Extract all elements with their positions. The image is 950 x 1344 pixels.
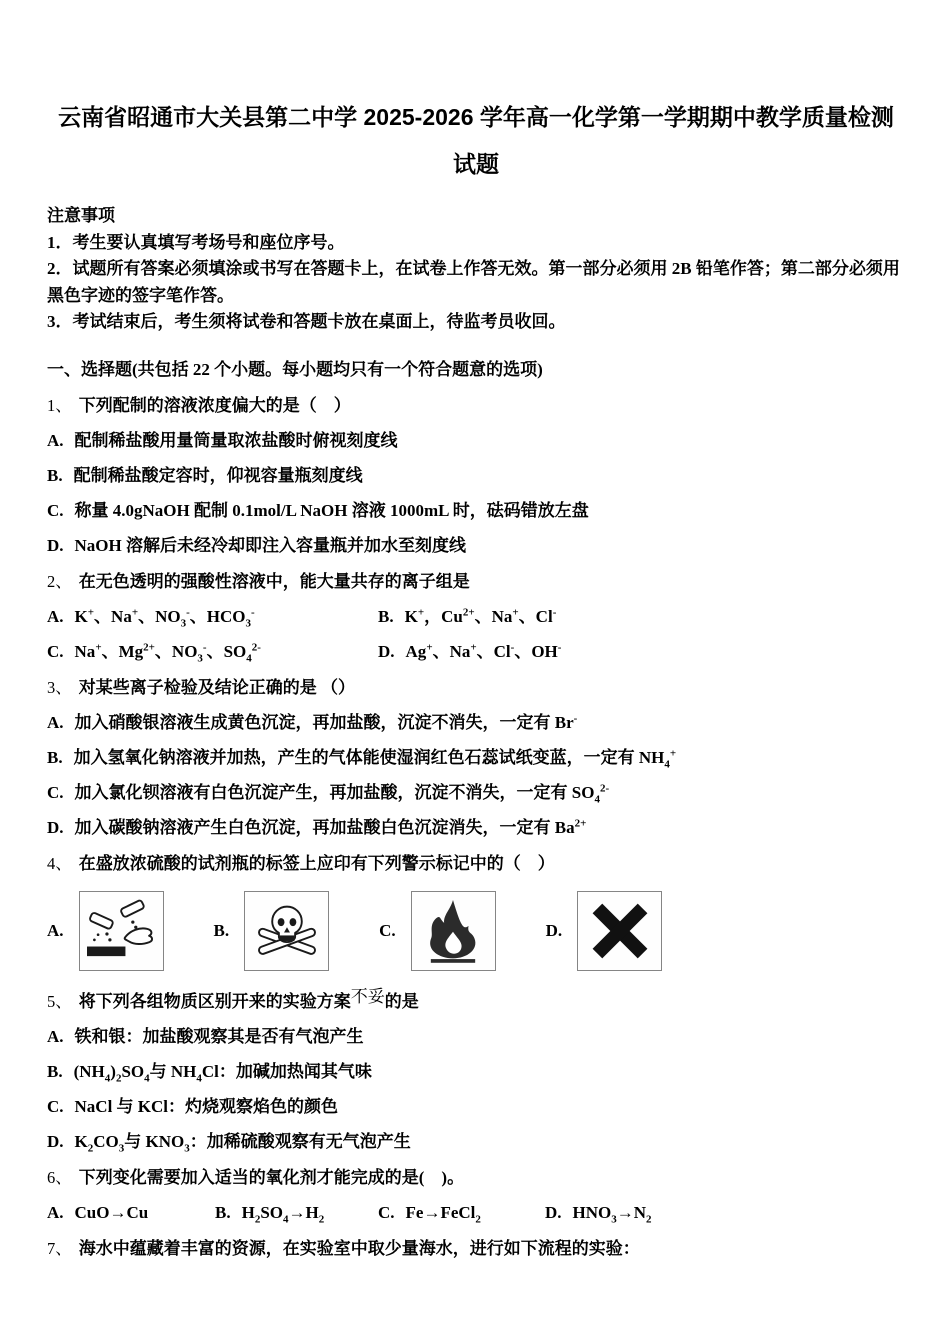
option-label: C. xyxy=(379,920,396,940)
option-text: 铁和银：加盐酸观察其是否有气泡产生 xyxy=(74,1026,364,1046)
option-pair-row xyxy=(47,627,905,662)
question-6 xyxy=(47,1167,905,1223)
corrosive-icon xyxy=(84,897,158,965)
question-5 xyxy=(47,986,905,1154)
option-label: C. xyxy=(47,1096,64,1116)
question-number: 1、 xyxy=(47,395,72,415)
question-number: 4、 xyxy=(47,853,72,873)
question-stem: 将下列各组物质区别开来的实验方案不妥的是 xyxy=(78,986,419,1011)
option-row xyxy=(47,500,905,521)
flammable-icon xyxy=(416,897,490,965)
option-text: NaCl 与 KCl：灼烧观察焰色的颜色 xyxy=(74,1096,339,1116)
option-row xyxy=(215,1202,378,1223)
warning-sign-d xyxy=(546,891,663,971)
option-label: B. xyxy=(47,465,63,485)
question-number: 2、 xyxy=(47,571,72,591)
warning-sign-b xyxy=(214,891,330,971)
option-row xyxy=(47,430,905,451)
option-text: $K_2CO_3$与 $KNO_3$：加稀硫酸观察有无气泡产生 xyxy=(74,1131,411,1154)
option-text: 加入氯化钡溶液有白色沉淀产生，再加盐酸，沉淀不消失，一定有 $SO_4^{2-}$ xyxy=(74,781,610,805)
option-row xyxy=(47,712,905,733)
option-row xyxy=(47,1202,215,1223)
notice-item: 3．考试结束后，考生须将试卷和答题卡放在桌面上，待监考员收回。 xyxy=(47,312,566,331)
option-label: C. xyxy=(47,641,64,661)
option-label: D. xyxy=(47,535,64,555)
question-stem: 下列配制的溶液浓度偏大的是（ ） xyxy=(78,395,351,415)
option-row xyxy=(47,1061,905,1082)
warning-sign-box xyxy=(411,891,496,971)
notice-heading: 注意事项 xyxy=(47,206,115,225)
question-number: 6、 xyxy=(47,1167,72,1187)
option-row xyxy=(47,817,905,838)
toxic-icon xyxy=(250,897,324,965)
section-header: 一、选择题(共包括 22 个小题。每小题均只有一个符合题意的选项) xyxy=(47,359,543,379)
option-text: Fe→FeCl$_2$ xyxy=(405,1202,481,1225)
option-text: $H_2SO_4\to H_2$ xyxy=(241,1202,325,1225)
option-text: 配制稀盐酸定容时，仰视容量瓶刻度线 xyxy=(73,465,363,485)
option-label: C. xyxy=(378,1202,395,1222)
option-label: B. xyxy=(47,1061,63,1081)
question-stem: 在无色透明的强酸性溶液中，能大量共存的离子组是 xyxy=(78,571,470,591)
option-text: 加入氢氧化钠溶液并加热，产生的气体能使湿润红色石蕊试纸变蓝，一定有 $NH_4^+$ xyxy=(73,746,677,770)
option-quad-row xyxy=(47,1188,905,1223)
question-stem: 海水中蕴藏着丰富的资源，在实验室中取少量海水，进行如下流程的实验： xyxy=(78,1238,640,1258)
option-row xyxy=(47,465,905,486)
harmful-icon xyxy=(582,896,658,966)
option-text: 称量 4.0gNaOH 配制 0.1mol/L NaOH 溶液 1000mL 时，砝码错放左盘 xyxy=(74,500,589,520)
option-text: 加入碳酸钠溶液产生白色沉淀，再加盐酸白色沉淀消失，一定有 $Ba^{2+}$ xyxy=(74,816,587,837)
warning-sign-box xyxy=(79,891,164,971)
option-label: A. xyxy=(47,712,64,732)
question-number: 7、 xyxy=(47,1238,72,1258)
option-text: 配制稀盐酸用量筒量取浓盐酸时俯视刻度线 xyxy=(74,430,398,450)
option-label: A. xyxy=(47,920,64,940)
option-row xyxy=(378,641,905,662)
option-text: $(NH_4)_2SO_4$与 $NH_4Cl$：加碱加热闻其气味 xyxy=(73,1061,372,1084)
option-text: CuO→Cu xyxy=(74,1202,149,1222)
option-label: C. xyxy=(47,782,64,802)
option-row xyxy=(47,641,378,662)
option-label: D. xyxy=(378,641,395,661)
option-label: B. xyxy=(378,606,394,626)
option-label: A. xyxy=(47,430,64,450)
option-row xyxy=(378,1202,545,1223)
option-label: D. xyxy=(545,920,563,940)
notice-item: 2．试题所有答案必须填涂或书写在答题卡上，在试卷上作答无效。第一部分必须用 2B 铅笔作答；第二部分必须用黑色字迹的签字笔作答。 xyxy=(47,259,900,305)
option-label: B. xyxy=(213,920,230,940)
option-row xyxy=(47,535,905,556)
option-label: A. xyxy=(47,606,64,626)
option-label: D. xyxy=(47,817,64,837)
option-label: D. xyxy=(545,1202,562,1222)
option-row xyxy=(47,782,905,803)
question-stem: 对某些离子检验及结论正确的是 （） xyxy=(78,677,355,697)
option-label: D. xyxy=(47,1131,64,1151)
warning-sign-a xyxy=(47,891,164,971)
option-label: A. xyxy=(47,1026,64,1046)
option-row xyxy=(47,606,378,627)
warning-sign-box xyxy=(577,891,662,971)
question-2 xyxy=(47,571,905,662)
option-label: B. xyxy=(47,747,63,767)
option-label: B. xyxy=(215,1202,231,1222)
warning-sign-c xyxy=(379,891,496,971)
notice-section xyxy=(47,203,905,336)
option-row xyxy=(378,606,905,627)
question-stem: 下列变化需要加入适当的氧化剂才能完成的是( )。 xyxy=(78,1167,465,1187)
page-title: 云南省昭通市大关县第二中学 2025-2026 学年高一化学第一学期期中教学质量检测试题 xyxy=(58,104,894,177)
option-label: A. xyxy=(47,1202,64,1222)
warning-sign-box xyxy=(244,891,329,971)
option-row xyxy=(47,747,905,768)
notice-item: 1．考生要认真填写考场号和座位序号。 xyxy=(47,232,345,252)
question-number: 3、 xyxy=(47,677,72,697)
option-row xyxy=(545,1202,905,1223)
option-row xyxy=(47,1131,905,1152)
option-text: NaOH 溶解后未经冷却即注入容量瓶并加水至刻度线 xyxy=(74,535,467,555)
option-label: C. xyxy=(47,500,64,520)
question-4 xyxy=(47,853,905,971)
option-pair-row xyxy=(47,592,905,627)
option-text: Na+、$Mg^{2+}$、$NO_3^-$、$SO_4^{2-}$ xyxy=(74,640,261,664)
question-1 xyxy=(47,395,905,556)
option-text: Ag+、Na+、Cl-、OH- xyxy=(405,640,562,661)
question-stem: 在盛放浓硫酸的试剂瓶的标签上应印有下列警示标记中的（ ） xyxy=(78,853,555,873)
question-3 xyxy=(47,677,905,838)
option-row xyxy=(47,1026,905,1047)
question-number: 5、 xyxy=(47,991,72,1011)
warning-signs-row xyxy=(47,891,905,971)
option-text: K+，$Cu^{2+}$、Na+、Cl- xyxy=(404,605,557,626)
option-text: K+、Na+、$NO_3^-$、$HCO_3^-$ xyxy=(74,605,255,629)
option-text: $HNO_3\to N_2$ xyxy=(572,1202,652,1225)
question-7 xyxy=(47,1238,905,1259)
option-text: 加入硝酸银溶液生成黄色沉淀，再加盐酸，沉淀不消失，一定有 Br- xyxy=(74,711,578,732)
option-row xyxy=(47,1096,905,1117)
